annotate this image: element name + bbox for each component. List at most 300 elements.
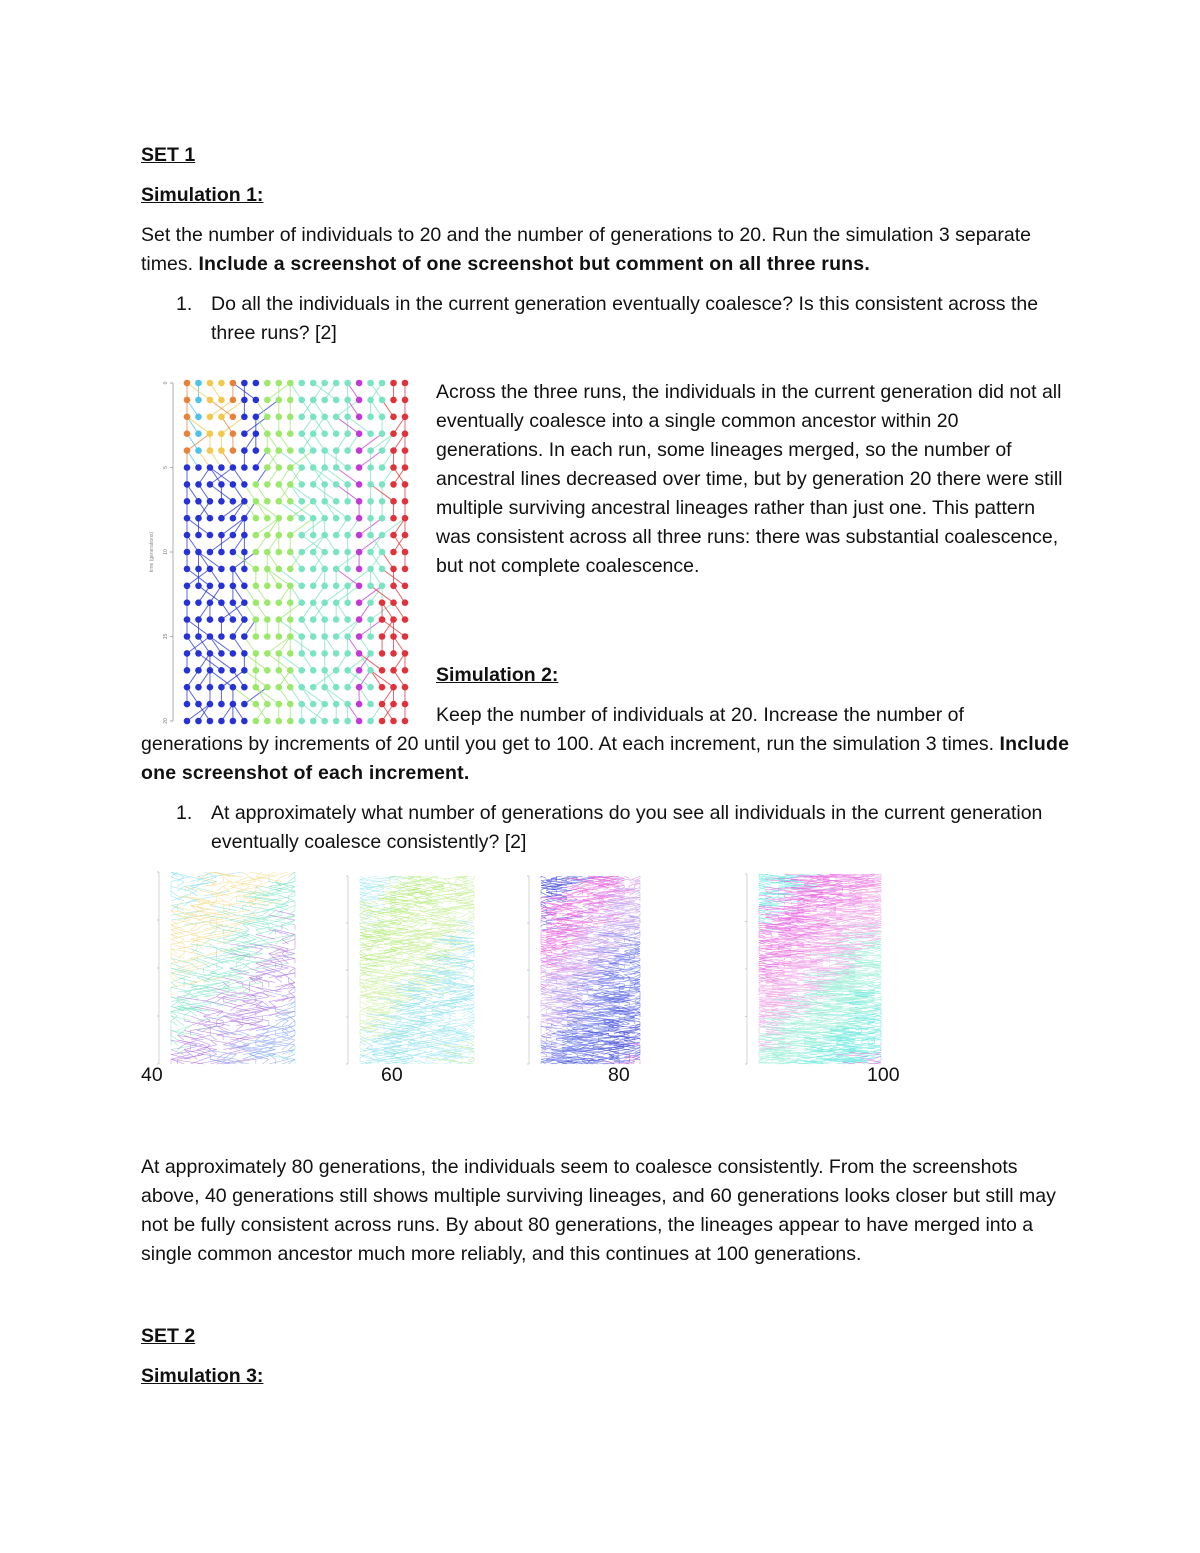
individual-dot [298,414,305,421]
individual-dot [310,481,317,488]
individual-dot [207,633,214,640]
individual-dot [195,633,202,640]
individual-dot [241,616,248,623]
individual-dot [184,447,191,454]
lineage-edge [541,982,562,984]
individual-dot [253,447,260,454]
individual-dot [298,481,305,488]
lineage-edge [875,889,881,891]
individual-dot [195,684,202,691]
individual-dot [275,633,282,640]
lineage-edge [178,978,198,983]
lineage-edge [269,949,282,954]
lineage-edge [269,1002,276,1007]
individual-dot [253,549,260,556]
individual-dot [218,498,225,505]
lineage-edge [462,979,468,982]
individual-dot [367,633,374,640]
lineage-edge [184,896,210,901]
lineage-edge [541,1041,551,1043]
lineage-edge [624,876,629,878]
individual-dot [356,430,363,437]
individual-dot [253,667,260,674]
individual-dot [253,380,260,387]
individual-dot [379,532,386,539]
lineage-edge [282,954,295,959]
individual-dot [379,616,386,623]
individual-dot [184,498,191,505]
individual-dot [390,599,397,606]
coalescent-plot-60-generations [334,872,476,1068]
individual-dot [253,532,260,539]
individual-dot [367,430,374,437]
individual-dot [344,481,351,488]
individual-dot [344,566,351,573]
lineage-edge [390,917,396,920]
individual-dot [241,549,248,556]
lineage-edge [366,1039,378,1042]
individual-dot [333,498,340,505]
individual-dot [230,599,237,606]
individual-dot [287,397,294,404]
lineage-edge [562,937,567,939]
lineage-edge [243,925,250,930]
lineage-edge [562,892,572,894]
lineage-edge [456,932,462,935]
set1-heading: SET 1 [141,144,196,166]
lineage-edge [593,954,619,956]
individual-dot [344,684,351,691]
individual-dot [321,633,328,640]
lineage-edge [282,920,295,925]
individual-dot [367,566,374,573]
individual-dot [356,616,363,623]
individual-dot [207,684,214,691]
lineage-edge [408,895,420,898]
individual-dot [184,684,191,691]
lineage-edge [541,954,551,956]
lineage-edge [541,1005,562,1007]
lineage-edge [223,930,249,935]
lineage-edge [598,918,619,920]
simulation-2-question-number: 1. [176,802,193,824]
individual-dot [310,430,317,437]
individual-dot [379,380,386,387]
individual-dot [333,583,340,590]
individual-dot [344,397,351,404]
individual-dot [298,599,305,606]
individual-dot [218,380,225,387]
individual-dot [195,599,202,606]
individual-dot [195,650,202,657]
lineage-edge [210,1035,217,1040]
lineage-edge [572,897,577,899]
lineage-edge [614,876,624,878]
individual-dot [184,464,191,471]
lineage-edge [408,1058,420,1061]
individual-dot [321,515,328,522]
lineage-edge [223,886,236,891]
lineage-edge [817,912,823,914]
lineage-edge [630,883,640,885]
lineage-edge [243,910,269,915]
individual-dot [402,616,409,623]
lineage-edge [456,879,468,882]
lineage-edge [468,926,474,929]
lineage-edge [197,958,210,963]
lineage-edge [468,932,474,935]
lineage-edge [262,1002,269,1007]
individual-dot [390,430,397,437]
lineage-edge [178,877,185,882]
lineage-edge [217,896,224,901]
lineage-edge [450,945,456,948]
lineage-edge [372,901,378,904]
lineage-edge [191,1016,204,1021]
lineage-edge [462,1011,468,1014]
individual-dot [390,616,397,623]
lineage-edge [577,986,587,988]
individual-dot [230,414,237,421]
lineage-edge [275,906,288,911]
lineage-edge [426,1004,438,1007]
individual-dot [344,650,351,657]
lineage-edge [171,978,184,983]
lineage-edge [759,882,765,884]
individual-dot [253,414,260,421]
lineage-edge [541,1008,546,1010]
individual-dot [402,667,409,674]
individual-dot [195,397,202,404]
lineage-edge [468,914,474,917]
individual-dot [333,616,340,623]
individual-dot [390,464,397,471]
individual-dot [402,447,409,454]
individual-dot [390,447,397,454]
lineage-edge [360,1051,366,1054]
individual-dot [207,447,214,454]
individual-dot [402,650,409,657]
lineage-edge [269,910,276,915]
individual-dot [379,599,386,606]
lineage-edge [541,939,551,941]
individual-dot [230,684,237,691]
lineage-edge [366,1042,372,1045]
lineage-edge [557,921,562,923]
individual-dot [298,464,305,471]
lineage-edge [204,882,230,887]
individual-dot [253,397,260,404]
individual-dot [390,650,397,657]
lineage-edge [624,930,629,932]
lineage-edge [282,1059,295,1064]
individual-dot [333,650,340,657]
individual-dot [207,430,214,437]
lineage-edge [462,926,468,929]
individual-dot [310,515,317,522]
plot-40-svg [145,868,297,1068]
individual-dot [184,616,191,623]
individual-dot [230,532,237,539]
lineage-edge [210,944,217,949]
individual-dot [310,667,317,674]
individual-dot [218,549,225,556]
lineage-edge [366,1020,378,1023]
individual-dot [287,566,294,573]
lineage-edge [262,1035,275,1040]
individual-dot [264,566,271,573]
individual-dot [230,616,237,623]
lineage-edge [604,907,614,909]
lineage-edge [438,895,450,898]
individual-dot [321,583,328,590]
individual-dot [207,515,214,522]
lineage-edge [191,973,224,978]
individual-dot [344,430,351,437]
individual-dot [321,498,328,505]
individual-dot [402,397,409,404]
lineage-edge [197,968,217,973]
lineage-edge [414,1036,426,1039]
lineage-edge [282,1050,295,1055]
individual-dot [310,414,317,421]
individual-dot [241,498,248,505]
lineage-edge [619,975,624,977]
individual-dot [298,633,305,640]
individual-dot [218,515,225,522]
individual-dot [207,566,214,573]
individual-dot [253,498,260,505]
lineage-edge [243,872,250,877]
simulation-2-heading: Simulation 2: [436,664,559,686]
individual-dot [241,566,248,573]
lineage-edge [614,1005,624,1007]
individual-dot [298,684,305,691]
individual-dot [230,549,237,556]
individual-dot [298,397,305,404]
individual-dot [264,498,271,505]
lineage-edge [456,1001,468,1004]
lineage-edge [282,1002,295,1007]
individual-dot [321,532,328,539]
individual-dot [230,481,237,488]
lineage-edge [420,998,432,1001]
individual-dot [287,498,294,505]
lineage-edge [396,967,402,970]
individual-dot [253,566,260,573]
lineage-edge [577,1045,582,1047]
lineage-edge [630,965,640,967]
individual-dot [230,380,237,387]
individual-dot [275,481,282,488]
lineage-edge [372,1020,384,1023]
lineage-edge [456,967,468,970]
individual-dot [253,464,260,471]
individual-dot [241,430,248,437]
individual-dot [287,532,294,539]
lineage-edge [444,936,474,939]
lineage-edge [562,949,572,951]
individual-dot [390,684,397,691]
lineage-edge [541,1022,551,1024]
individual-dot [390,566,397,573]
individual-dot [390,549,397,556]
lineage-edge [583,923,588,925]
individual-dot [275,515,282,522]
individual-dot [264,397,271,404]
individual-dot [218,430,225,437]
lineage-edge [171,1059,204,1064]
lineage-edge [541,923,551,925]
lineage-edge [197,1011,210,1016]
individual-dot [287,583,294,590]
simulation-2-question: At approximately what number of generations do you see all individuals in the current generation eventually coalesce consistently? [2] [211,802,1043,853]
lineage-edge [588,1001,593,1003]
individual-dot [344,667,351,674]
individual-dot [310,498,317,505]
lineage-edge [282,992,295,997]
lineage-edge [444,951,456,954]
lineage-edge [765,884,771,886]
lineage-edge [462,1014,468,1017]
individual-dot [195,498,202,505]
individual-dot [298,515,305,522]
individual-dot [230,498,237,505]
lineage-edge [630,892,635,894]
lineage-edge [759,884,765,886]
lineage-edge [630,1005,640,1007]
individual-dot [264,583,271,590]
individual-dot [207,481,214,488]
individual-dot [356,414,363,421]
lineage-edge [288,968,295,973]
lineage-edge [249,1040,275,1045]
individual-dot [367,650,374,657]
lineage-edge [249,934,262,939]
lineage-edge [588,914,593,916]
lineage-edge [191,1011,198,1016]
individual-dot [390,583,397,590]
individual-dot [344,616,351,623]
lineage-edge [236,1040,249,1045]
individual-dot [344,633,351,640]
lineage-edge [450,992,456,995]
lineage-edge [408,926,420,929]
individual-dot [402,380,409,387]
individual-dot [253,481,260,488]
lineage-edge [360,948,372,951]
lineage-edge [366,1045,372,1048]
lineage-edge [262,1059,269,1064]
coalescent-plot-100-generations [733,870,883,1068]
lineage-edge [249,925,262,930]
lineage-edge [630,1024,640,1026]
lineage-edge [567,892,577,894]
lineage-edge [171,978,178,983]
lineage-edge [635,935,640,937]
lineage-edge [541,892,546,894]
lineage-edge [604,942,614,944]
individual-dot [344,414,351,421]
individual-dot [344,380,351,387]
individual-dot [264,599,271,606]
lineage-edge [624,1057,629,1059]
individual-dot [218,616,225,623]
individual-dot [230,464,237,471]
individual-dot [184,549,191,556]
individual-dot [195,566,202,573]
lineage-edge [236,934,243,939]
individual-dot [195,532,202,539]
individual-dot [356,549,363,556]
lineage-edge [635,876,640,878]
lineage-edge [598,986,603,988]
individual-dot [275,464,282,471]
individual-dot [356,599,363,606]
individual-dot [218,583,225,590]
lineage-edge [432,992,444,995]
individual-dot [379,684,386,691]
individual-dot [275,397,282,404]
lineage-edge [759,920,765,922]
simulation-2-intro: Keep the number of individuals at 20. Increase the number of generations by increments of 20 until you get to 100. At each increment, run the simulation 3 times. [141,704,995,755]
individual-dot [287,633,294,640]
lineage-edge [256,934,276,939]
y-tick-label: 20 [163,718,169,724]
individual-dot [253,583,260,590]
individual-dot [321,684,328,691]
individual-dot [333,464,340,471]
individual-dot [321,566,328,573]
lineage-edge [402,979,414,982]
individual-dot [321,447,328,454]
lineage-edge [462,1026,468,1029]
lineage-edge [171,1021,178,1026]
lineage-edge [604,937,609,939]
lineage-edge [567,1043,588,1045]
individual-dot [321,380,328,387]
lineage-edge [366,1001,378,1004]
individual-dot [195,481,202,488]
individual-dot [390,532,397,539]
individual-dot [298,549,305,556]
individual-dot [298,430,305,437]
simulation-2-intro-bold: Include one screenshot of each increment. [141,733,1070,784]
individual-dot [402,515,409,522]
individual-dot [207,414,214,421]
individual-dot [333,532,340,539]
individual-dot [287,447,294,454]
simulation-1-heading: Simulation 1: [141,184,264,206]
individual-dot [367,447,374,454]
lineage-edge [171,954,184,959]
individual-dot [195,380,202,387]
individual-dot [379,498,386,505]
individual-dot [264,414,271,421]
individual-dot [310,549,317,556]
individual-dot [287,616,294,623]
simulation-1-instructions [141,221,1071,279]
individual-dot [207,498,214,505]
lineage-edge [275,1021,282,1026]
individual-dot [310,684,317,691]
lineage-edge [551,916,556,918]
individual-dot [253,650,260,657]
individual-dot [356,633,363,640]
lineage-edge [360,901,372,904]
individual-dot [287,684,294,691]
lineage-edge [619,984,640,986]
